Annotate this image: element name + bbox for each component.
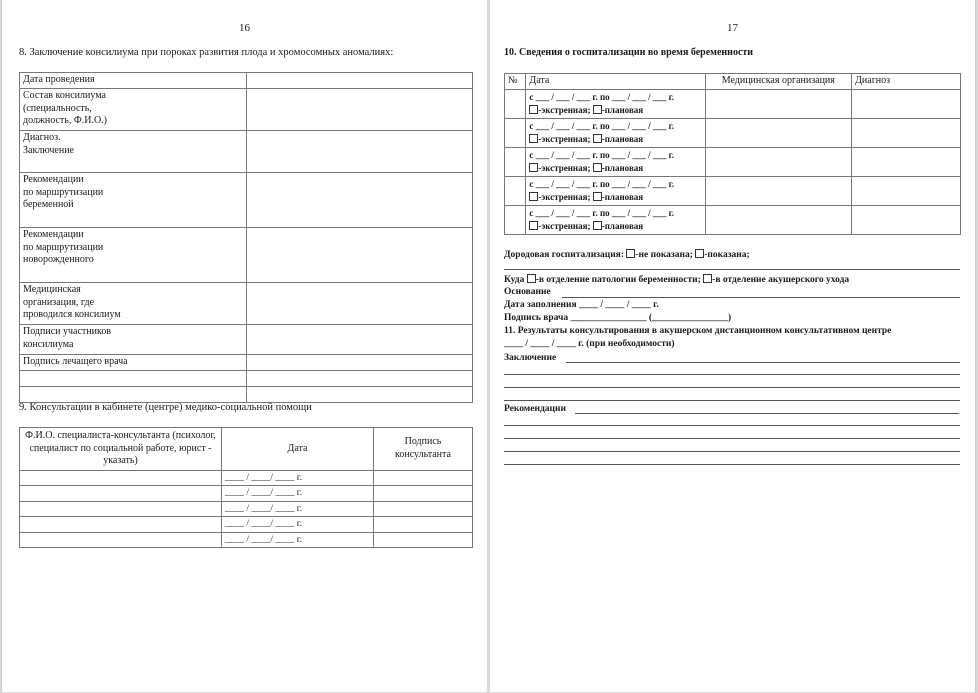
row-label — [20, 355, 247, 371]
opt-indicated: -показана; — [704, 250, 750, 260]
where-line — [504, 274, 849, 286]
hospitalization-table — [504, 73, 961, 235]
table-row — [20, 387, 473, 403]
basis-label: Основание — [504, 287, 551, 297]
diagnosis-field[interactable] — [852, 89, 961, 118]
specialist-field[interactable] — [20, 532, 222, 548]
table-row — [20, 501, 473, 517]
row-value-field[interactable] — [247, 387, 473, 403]
section-9-title: 9. Консультации в кабинете (центре) медико-социальной помощи — [19, 402, 312, 413]
number-cell[interactable] — [505, 89, 526, 118]
checkbox-indicated[interactable] — [695, 249, 704, 258]
table-row — [505, 205, 961, 234]
prenatal-label: Дородовая госпитализация: — [504, 250, 624, 260]
table-row — [20, 283, 473, 325]
specialist-field[interactable] — [20, 517, 222, 533]
basis-field[interactable] — [562, 297, 960, 298]
section-10-title: 10. Сведения о госпитализации во время беременности — [504, 47, 754, 58]
signature-field[interactable] — [374, 486, 473, 502]
hospitalization-date-cell[interactable] — [526, 147, 705, 176]
hospitalization-date-cell[interactable] — [526, 205, 705, 234]
label-line: Подпись лечащего врача — [23, 356, 128, 367]
conclusion-field[interactable] — [566, 362, 960, 363]
table-row — [20, 131, 473, 173]
organization-field[interactable] — [705, 118, 852, 147]
diagnosis-field[interactable] — [852, 205, 961, 234]
recommendations-field[interactable] — [575, 413, 959, 414]
label-line: Состав консилиума — [23, 90, 106, 101]
table-row — [505, 176, 961, 205]
date-field[interactable]: ____ / ____/ ____ г. — [222, 532, 374, 548]
table-row — [20, 486, 473, 502]
table-row — [505, 147, 961, 176]
recommendations-label: Рекомендации — [504, 404, 566, 414]
conclusion-label: Заключение — [504, 353, 557, 363]
row-label — [20, 283, 247, 325]
type-options — [529, 133, 701, 146]
header-specialist: Ф.И.О. специалиста-консультанта (психолог, специалист по социальной работе, юрист - указать) — [20, 428, 222, 471]
label-line: Заключение — [23, 144, 74, 156]
table-row — [505, 89, 961, 118]
table-row — [20, 371, 473, 387]
row-label — [20, 387, 247, 403]
row-value-field[interactable] — [247, 355, 473, 371]
opt-pathology: -в отделение патологии беременности; — [535, 275, 701, 285]
opt-planned: -плановая — [601, 133, 644, 144]
table-row — [505, 118, 961, 147]
type-options — [529, 191, 701, 204]
table-row — [20, 89, 473, 131]
number-cell[interactable] — [505, 205, 526, 234]
opt-planned: -плановая — [601, 104, 644, 115]
organization-field[interactable] — [705, 147, 852, 176]
header-organization: Медицинская организация — [705, 74, 852, 90]
page-17 — [490, 0, 976, 692]
type-options — [529, 104, 701, 117]
opt-emergency: -экстренная; — [538, 104, 591, 115]
opt-planned: -плановая — [601, 220, 644, 231]
table-row — [20, 470, 473, 486]
table-row — [20, 517, 473, 533]
row-value-field[interactable] — [247, 131, 473, 173]
section-11-title: 11. Результаты консультирования в акушерском дистанционном консультативном центре — [504, 326, 892, 336]
header-date: Дата — [222, 428, 374, 471]
table-header-row — [20, 428, 473, 471]
page-number: 16 — [239, 22, 250, 34]
recommendations-line[interactable] — [504, 425, 960, 426]
section-11-date: ____ / ____ / ____ г. (при необходимости) — [504, 339, 675, 349]
header-number: № — [505, 74, 526, 90]
organization-field[interactable] — [705, 176, 852, 205]
date-range: с ___ / ___ / ___ г. по ___ / ___ / ___ г. — [529, 120, 674, 131]
date-range: с ___ / ___ / ___ г. по ___ / ___ / ___ г. — [529, 149, 674, 160]
type-options — [529, 220, 701, 233]
row-value-field[interactable] — [247, 325, 473, 355]
specialist-field[interactable] — [20, 470, 222, 486]
label-line: проводился консилиум — [23, 309, 121, 320]
checkbox-planned[interactable] — [593, 163, 602, 172]
diagnosis-field[interactable] — [852, 176, 961, 205]
row-label — [20, 173, 247, 228]
opt-emergency: -экстренная; — [538, 191, 591, 202]
label-line: новорожденного — [23, 254, 94, 265]
row-value-field[interactable] — [247, 73, 473, 89]
date-field[interactable]: ____ / ____/ ____ г. — [222, 501, 374, 517]
recommendations-line[interactable] — [504, 438, 960, 439]
label-line: по маршрутизации — [23, 241, 104, 253]
table-row — [20, 532, 473, 548]
label-line: беременной — [23, 199, 74, 210]
hospitalization-date-cell[interactable] — [526, 89, 705, 118]
consilium-table — [19, 72, 473, 403]
signature-field[interactable] — [374, 470, 473, 486]
label-line: Подписи участников — [23, 326, 112, 337]
label-line: должность, Ф.И.О.) — [23, 115, 107, 126]
opt-emergency: -экстренная; — [538, 133, 591, 144]
conclusion-line[interactable] — [504, 374, 960, 375]
header-date: Дата — [526, 74, 705, 90]
page-16 — [1, 0, 487, 692]
label-line: консилиума — [23, 338, 74, 350]
row-value-field[interactable] — [247, 228, 473, 283]
checkbox-planned[interactable] — [593, 134, 602, 143]
signature-field[interactable] — [374, 532, 473, 548]
opt-planned: -плановая — [601, 162, 644, 173]
table-row — [20, 355, 473, 371]
table-row — [20, 228, 473, 283]
blank-line[interactable] — [504, 269, 960, 270]
doctor-signature: Подпись врача ________________ (________________) — [504, 313, 732, 323]
opt-emergency: -экстренная; — [538, 220, 591, 231]
opt-not-indicated: -не показана; — [635, 250, 693, 260]
label-line: Рекомендации — [23, 174, 84, 185]
header-diagnosis: Диагноз — [852, 74, 961, 90]
organization-field[interactable] — [705, 205, 852, 234]
opt-obstetric: -в отделение акушерского ухода — [712, 275, 850, 285]
date-range: с ___ / ___ / ___ г. по ___ / ___ / ___ г. — [529, 207, 674, 218]
page-number: 17 — [727, 22, 738, 34]
date-field[interactable]: ____ / ____/ ____ г. — [222, 486, 374, 502]
consultations-table — [19, 427, 473, 548]
row-label — [20, 89, 247, 131]
date-field[interactable]: ____ / ____/ ____ г. — [222, 517, 374, 533]
row-label — [20, 73, 247, 89]
section-8-title: 8. Заключение консилиума при пороках развития плода и хромосомных аномалиях: — [19, 47, 394, 58]
header-signature: Подпись консультанта — [374, 428, 473, 471]
row-label — [20, 325, 247, 355]
hospitalization-date-cell[interactable] — [526, 176, 705, 205]
number-cell[interactable] — [505, 118, 526, 147]
conclusion-line[interactable] — [504, 400, 960, 401]
number-cell[interactable] — [505, 147, 526, 176]
label-line: (специальность, — [23, 102, 92, 114]
label-line: организация, где — [23, 296, 95, 308]
row-value-field[interactable] — [247, 173, 473, 228]
recommendations-line[interactable] — [504, 451, 960, 452]
type-options — [529, 162, 701, 175]
table-row — [20, 173, 473, 228]
signature-field[interactable] — [374, 501, 473, 517]
date-field[interactable]: ____ / ____/ ____ г. — [222, 470, 374, 486]
checkbox-planned[interactable] — [593, 192, 602, 201]
label-line: Дата проведения — [23, 74, 95, 85]
row-label — [20, 228, 247, 283]
table-header-row — [505, 74, 961, 90]
where-label: Куда — [504, 275, 525, 285]
diagnosis-field[interactable] — [852, 118, 961, 147]
checkbox-pathology[interactable] — [527, 274, 536, 283]
row-value-field[interactable] — [247, 89, 473, 131]
row-value-field[interactable] — [247, 283, 473, 325]
table-row — [20, 73, 473, 89]
label-line: Медицинская — [23, 284, 81, 295]
signature-field[interactable] — [374, 517, 473, 533]
diagnosis-field[interactable] — [852, 147, 961, 176]
table-row — [20, 325, 473, 355]
organization-field[interactable] — [705, 89, 852, 118]
number-cell[interactable] — [505, 176, 526, 205]
row-value-field[interactable] — [247, 371, 473, 387]
fill-date: Дата заполнения ____ / ____ / ____ г. — [504, 300, 659, 310]
checkbox-planned[interactable] — [593, 221, 602, 230]
date-range: с ___ / ___ / ___ г. по ___ / ___ / ___ г. — [529, 178, 674, 189]
prenatal-hospitalization-line — [504, 249, 750, 261]
row-label — [20, 371, 247, 387]
checkbox-planned[interactable] — [593, 105, 602, 114]
label-line: Рекомендации — [23, 229, 84, 240]
opt-planned: -плановая — [601, 191, 644, 202]
specialist-field[interactable] — [20, 501, 222, 517]
row-label — [20, 131, 247, 173]
specialist-field[interactable] — [20, 486, 222, 502]
date-range: с ___ / ___ / ___ г. по ___ / ___ / ___ г. — [529, 91, 674, 102]
label-line: по маршрутизации — [23, 186, 104, 198]
recommendations-line[interactable] — [504, 464, 960, 465]
hospitalization-date-cell[interactable] — [526, 118, 705, 147]
opt-emergency: -экстренная; — [538, 162, 591, 173]
label-line: Диагноз. — [23, 132, 61, 143]
conclusion-line[interactable] — [504, 387, 960, 388]
checkbox-obstetric[interactable] — [703, 274, 712, 283]
